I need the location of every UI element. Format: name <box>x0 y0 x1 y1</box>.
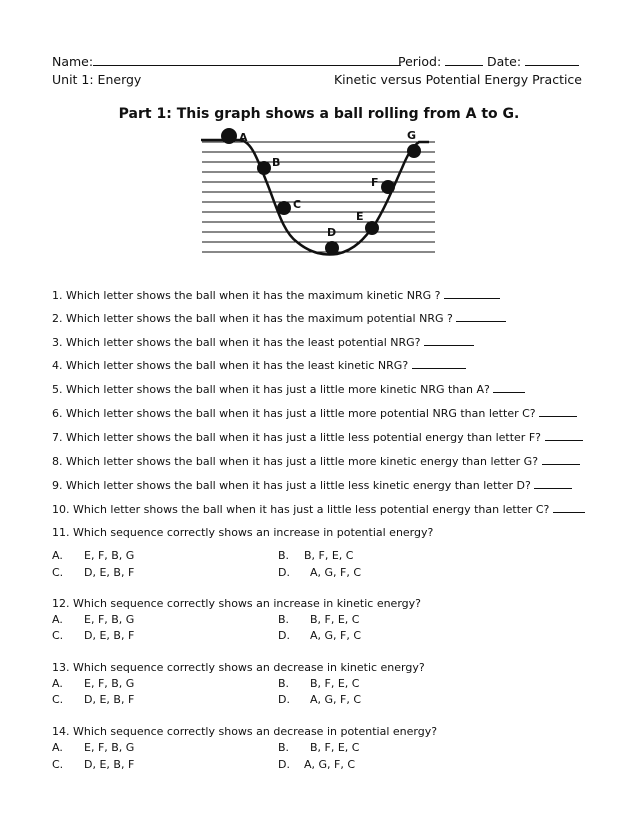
option-text[interactable]: B, F, E, C <box>310 613 360 626</box>
answer-blank[interactable] <box>444 287 500 299</box>
question-text: 3. Which letter shows the ball when it has the least potential NRG? <box>52 336 421 349</box>
option-letter: C. <box>52 566 64 579</box>
name-label: Name: <box>52 54 94 69</box>
option-letter: D. <box>278 693 290 706</box>
ball-icon <box>325 241 339 255</box>
option-letter: A. <box>52 677 63 690</box>
option-text[interactable]: A, G, F, C <box>310 693 362 706</box>
option-letter: D. <box>278 758 290 771</box>
question-2 <box>52 310 506 325</box>
option-letter: C. <box>52 629 64 642</box>
option-letter: C. <box>52 693 64 706</box>
answer-blank[interactable] <box>542 453 580 465</box>
question-11: 11. Which sequence correctly shows an increase in potential energy? <box>52 526 434 539</box>
option-letter: A. <box>52 549 63 562</box>
diagram-lines <box>202 142 435 252</box>
period-blank[interactable] <box>445 54 483 66</box>
question-text: 10. Which letter shows the ball when it has just a little less potential energy than letter C? <box>52 503 550 516</box>
option-text[interactable]: B, F, E, C <box>310 677 360 690</box>
answer-blank[interactable] <box>553 501 585 513</box>
answer-blank[interactable] <box>493 381 525 393</box>
question-3 <box>52 334 474 349</box>
option-text[interactable]: D, E, B, F <box>84 758 135 771</box>
option-text[interactable]: D, E, B, F <box>84 566 135 579</box>
question-12: 12. Which sequence correctly shows an increase in kinetic energy? <box>52 597 421 610</box>
option-letter: B. <box>278 549 290 562</box>
option-text[interactable]: B, F, E, C <box>310 741 360 754</box>
ball-icon <box>221 128 237 144</box>
period-label: Period: <box>398 54 442 69</box>
option-letter: B. <box>278 741 290 754</box>
option-text[interactable]: B, F, E, C <box>304 549 354 562</box>
question-1 <box>52 287 500 302</box>
question-7 <box>52 429 583 444</box>
question-text: 1. Which letter shows the ball when it has the maximum kinetic NRG ? <box>52 289 441 302</box>
question-9 <box>52 477 572 492</box>
subject-label: Kinetic versus Potential Energy Practice <box>333 72 582 87</box>
question-10 <box>52 501 585 516</box>
name-blank[interactable] <box>93 54 401 66</box>
name-line <box>52 54 401 69</box>
question-text: 4. Which letter shows the ball when it has the least kinetic NRG? <box>52 359 409 372</box>
option-letter: D. <box>278 629 290 642</box>
ball-icon <box>407 144 421 158</box>
ball-label-g: G <box>407 129 417 142</box>
ball-D <box>325 226 339 255</box>
ball-icon <box>277 201 291 215</box>
question-text: 7. Which letter shows the ball when it has just a little less potential energy than letter F? <box>52 431 541 444</box>
ball-label-b: B <box>272 156 281 169</box>
track-diagram <box>197 128 437 260</box>
ball-label-e: E <box>356 210 364 223</box>
ball-icon <box>365 221 379 235</box>
date-label: Date: <box>487 54 522 69</box>
ball-label-c: C <box>293 198 302 211</box>
date-blank[interactable] <box>525 54 579 66</box>
question-text: 5. Which letter shows the ball when it has just a little more kinetic NRG than A? <box>52 383 490 396</box>
page-title: Part 1: This graph shows a ball rolling from A to G. <box>118 106 520 122</box>
track-curve <box>201 140 429 255</box>
period-line <box>398 54 483 69</box>
answer-blank[interactable] <box>424 334 474 346</box>
question-text: 8. Which letter shows the ball when it has just a little more kinetic energy than letter G? <box>52 455 539 468</box>
option-letter: C. <box>52 758 64 771</box>
question-6 <box>52 405 577 420</box>
answer-blank[interactable] <box>456 310 506 322</box>
ball-label-d: D <box>327 226 337 239</box>
option-text[interactable]: A, G, F, C <box>304 758 356 771</box>
question-text: 6. Which letter shows the ball when it has just a little more potential NRG than letter C? <box>52 407 536 420</box>
option-text[interactable]: D, E, B, F <box>84 693 135 706</box>
option-text[interactable]: E, F, B, G <box>84 677 135 690</box>
ball-icon <box>381 180 395 194</box>
option-letter: D. <box>278 566 290 579</box>
question-text: 2. Which letter shows the ball when it has the maximum potential NRG ? <box>52 312 453 325</box>
unit-label: Unit 1: Energy <box>52 72 142 87</box>
answer-blank[interactable] <box>539 405 577 417</box>
option-letter: B. <box>278 677 290 690</box>
ball-icon <box>257 161 271 175</box>
answer-blank[interactable] <box>412 357 466 369</box>
ball-A <box>221 128 248 144</box>
ball-F <box>371 176 395 194</box>
option-letter: A. <box>52 613 63 626</box>
option-text[interactable]: A, G, F, C <box>310 566 362 579</box>
question-text: 9. Which letter shows the ball when it has just a little less kinetic energy than letter D? <box>52 479 531 492</box>
answer-blank[interactable] <box>534 477 572 489</box>
question-14: 14. Which sequence correctly shows an decrease in potential energy? <box>52 725 438 738</box>
question-5 <box>52 381 525 396</box>
option-letter: A. <box>52 741 63 754</box>
option-text[interactable]: D, E, B, F <box>84 629 135 642</box>
option-text[interactable]: E, F, B, G <box>84 549 135 562</box>
question-8 <box>52 453 580 468</box>
option-text[interactable]: A, G, F, C <box>310 629 362 642</box>
option-letter: B. <box>278 613 290 626</box>
ball-label-f: F <box>371 176 379 189</box>
question-13: 13. Which sequence correctly shows an decrease in kinetic energy? <box>52 661 425 674</box>
option-text[interactable]: E, F, B, G <box>84 741 135 754</box>
date-line <box>487 54 579 69</box>
question-4 <box>52 357 466 372</box>
answer-blank[interactable] <box>545 429 583 441</box>
ball-label-a: A <box>239 131 248 144</box>
option-text[interactable]: E, F, B, G <box>84 613 135 626</box>
